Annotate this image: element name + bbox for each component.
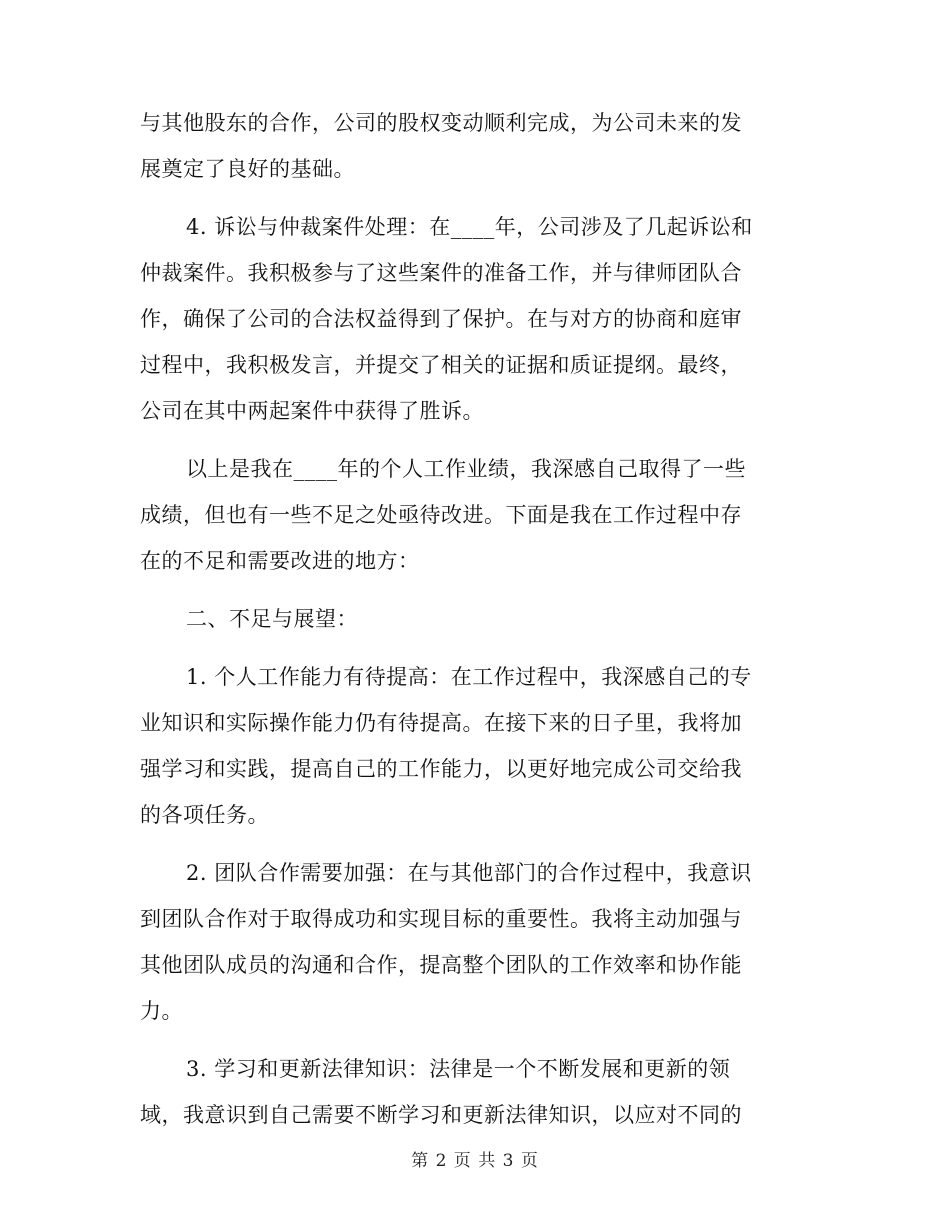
text-line: 力。 [140, 999, 183, 1023]
paragraph [140, 596, 810, 642]
text-line: 展奠定了良好的基础。 [140, 157, 355, 181]
text-line: 1. 个人工作能力有待提高：在工作过程中，我深感自己的专 [186, 665, 752, 689]
text-line: 3. 学习和更新法律知识：法律是一个不断发展和更新的领 [186, 1057, 731, 1081]
text-line: 的各项任务。 [140, 803, 269, 827]
paragraph [140, 654, 810, 838]
paragraph [140, 850, 810, 1034]
text-line: 二、不足与展望： [186, 607, 358, 631]
text-line: 以上是我在____年的个人工作业绩，我深感自己取得了一些 [186, 457, 746, 481]
text-line: 业知识和实际操作能力仍有待提高。在接下来的日子里，我将加 [140, 711, 742, 735]
text-line: 域，我意识到自己需要不断学习和更新法律知识，以应对不同的 [140, 1103, 742, 1127]
text-line: 仲裁案件。我积极参与了这些案件的准备工作，并与律师团队合 [140, 261, 742, 285]
text-line: 到团队合作对于取得成功和实现目标的重要性。我将主动加强与 [140, 907, 742, 931]
page-footer: 第 2 页 共 3 页 [411, 1151, 539, 1171]
text-line: 在的不足和需要改进的地方： [140, 549, 420, 573]
paragraph [140, 100, 810, 192]
paragraph [140, 204, 810, 434]
paragraph [140, 446, 810, 584]
text-line: 公司在其中两起案件中获得了胜诉。 [140, 399, 484, 423]
document-body [140, 100, 810, 1150]
text-line: 2. 团队合作需要加强：在与其他部门的合作过程中，我意识 [186, 861, 752, 885]
text-line: 成绩，但也有一些不足之处亟待改进。下面是我在工作过程中存 [140, 503, 742, 527]
text-line: 与其他股东的合作，公司的股权变动顺利完成，为公司未来的发 [140, 111, 742, 135]
text-line: 作，确保了公司的合法权益得到了保护。在与对方的协商和庭审 [140, 307, 742, 331]
text-line: 过程中，我积极发言，并提交了相关的证据和质证提纲。最终， [140, 353, 742, 377]
text-line: 强学习和实践，提高自己的工作能力，以更好地完成公司交给我 [140, 757, 742, 781]
text-line: 其他团队成员的沟通和合作，提高整个团队的工作效率和协作能 [140, 953, 742, 977]
text-line: 4. 诉讼与仲裁案件处理：在____年，公司涉及了几起诉讼和 [186, 215, 753, 239]
paragraph [140, 1046, 810, 1138]
